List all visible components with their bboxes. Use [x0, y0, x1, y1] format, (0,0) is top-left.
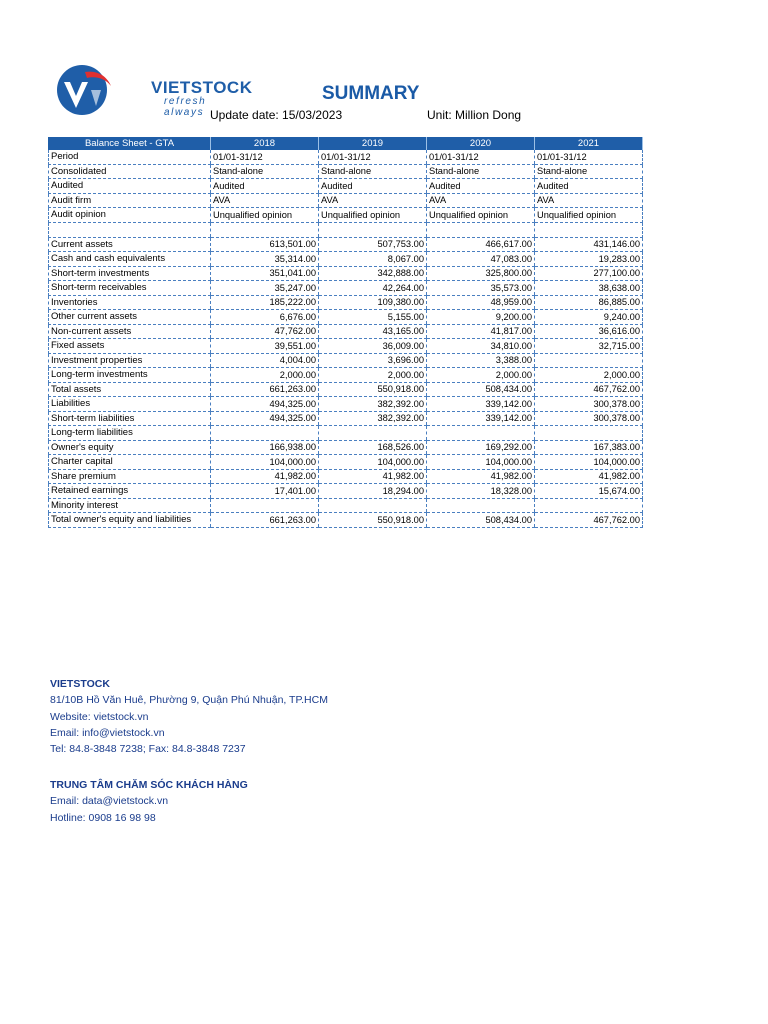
row-value-2019: Unqualified opinion — [319, 208, 427, 223]
table-row — [49, 498, 643, 513]
row-value-2020: 35,573.00 — [427, 281, 535, 296]
row-value-2018: 47,762.00 — [211, 324, 319, 339]
company-phone: Tel: 84.8-3848 7238; Fax: 84.8-3848 7237 — [50, 743, 246, 756]
company-name: VIETSTOCK — [50, 678, 110, 690]
year-header-2021: 2021 — [535, 137, 643, 150]
table-row — [49, 455, 643, 470]
logo-wordmark: VIETSTOCK — [151, 78, 253, 97]
row-value-2019: AVA — [319, 193, 427, 208]
row-value-2018: 17,401.00 — [211, 484, 319, 499]
customer-care — [50, 777, 248, 826]
row-value-2018: Audited — [211, 179, 319, 194]
logo-emblem-icon — [55, 60, 115, 120]
row-value-2019: 36,009.00 — [319, 339, 427, 354]
row-value-2021: 300,378.00 — [535, 411, 643, 426]
table-row — [49, 440, 643, 455]
row-value-2019: 382,392.00 — [319, 397, 427, 412]
row-value-2019: 104,000.00 — [319, 455, 427, 470]
row-label: Total owner's equity and liabilities — [49, 513, 211, 528]
row-value-2018: 351,041.00 — [211, 266, 319, 281]
table-row — [49, 252, 643, 267]
row-label: Fixed assets — [49, 339, 211, 354]
row-label: Short-term receivables — [49, 281, 211, 296]
row-value-2021: 467,762.00 — [535, 513, 643, 528]
spacer-cell — [211, 222, 319, 237]
row-value-2021: 19,283.00 — [535, 252, 643, 267]
balance-sheet-table — [48, 137, 643, 528]
row-label: Consolidated — [49, 164, 211, 179]
row-value-2018: 494,325.00 — [211, 411, 319, 426]
spacer-cell — [535, 222, 643, 237]
row-label: Investment properties — [49, 353, 211, 368]
row-value-2020: 9,200.00 — [427, 310, 535, 325]
row-value-2019: 18,294.00 — [319, 484, 427, 499]
table-row — [49, 237, 643, 252]
row-value-2018 — [211, 426, 319, 441]
row-value-2020: 2,000.00 — [427, 368, 535, 383]
row-value-2020: Stand-alone — [427, 164, 535, 179]
row-value-2020: 41,817.00 — [427, 324, 535, 339]
table-row — [49, 179, 643, 194]
company-contact — [50, 676, 328, 757]
row-value-2021: 277,100.00 — [535, 266, 643, 281]
row-value-2021: Audited — [535, 179, 643, 194]
row-value-2018: AVA — [211, 193, 319, 208]
row-value-2020 — [427, 426, 535, 441]
table-row — [49, 208, 643, 223]
vietstock-logo — [55, 60, 253, 120]
company-website: Website: vietstock.vn — [50, 710, 149, 723]
row-label: Audited — [49, 179, 211, 194]
row-value-2021: 104,000.00 — [535, 455, 643, 470]
row-value-2019: 3,696.00 — [319, 353, 427, 368]
table-row — [49, 281, 643, 296]
row-label: Minority interest — [49, 498, 211, 513]
row-value-2021: 41,982.00 — [535, 469, 643, 484]
update-date: Update date: 15/03/2023 — [210, 108, 343, 122]
row-value-2021 — [535, 498, 643, 513]
row-value-2018: 613,501.00 — [211, 237, 319, 252]
row-value-2019: Audited — [319, 179, 427, 194]
logo-tagline: refresh always — [164, 96, 207, 118]
row-value-2018: 2,000.00 — [211, 368, 319, 383]
row-value-2021: 86,885.00 — [535, 295, 643, 310]
row-label: Other current assets — [49, 310, 211, 325]
row-value-2018: 166,938.00 — [211, 440, 319, 455]
row-value-2019: 382,392.00 — [319, 411, 427, 426]
row-value-2020: 169,292.00 — [427, 440, 535, 455]
table-row — [49, 426, 643, 441]
row-value-2020: 41,982.00 — [427, 469, 535, 484]
row-value-2021 — [535, 353, 643, 368]
row-value-2018: Stand-alone — [211, 164, 319, 179]
row-value-2019: 8,067.00 — [319, 252, 427, 267]
page-title: SUMMARY — [322, 83, 420, 104]
table-row — [49, 324, 643, 339]
row-value-2018: 185,222.00 — [211, 295, 319, 310]
row-label: Inventories — [49, 295, 211, 310]
table-row — [49, 397, 643, 412]
row-value-2019: Stand-alone — [319, 164, 427, 179]
table-row — [49, 150, 643, 164]
year-header-2018: 2018 — [211, 137, 319, 150]
row-value-2020: 3,388.00 — [427, 353, 535, 368]
table-row — [49, 469, 643, 484]
customer-care-title: TRUNG TÂM CHĂM SÓC KHÁCH HÀNG — [50, 779, 248, 791]
row-value-2018: 4,004.00 — [211, 353, 319, 368]
row-value-2019: 168,526.00 — [319, 440, 427, 455]
company-email: Email: info@vietstock.vn — [50, 726, 165, 739]
table-body — [49, 150, 643, 527]
row-label: Cash and cash equivalents — [49, 252, 211, 267]
row-value-2019: 01/01-31/12 — [319, 150, 427, 164]
row-value-2021: 36,616.00 — [535, 324, 643, 339]
table-row — [49, 368, 643, 383]
row-value-2018: Unqualified opinion — [211, 208, 319, 223]
spacer-cell — [319, 222, 427, 237]
row-value-2021 — [535, 426, 643, 441]
table-row — [49, 382, 643, 397]
row-value-2020: 339,142.00 — [427, 411, 535, 426]
row-value-2019: 43,165.00 — [319, 324, 427, 339]
row-value-2020: 339,142.00 — [427, 397, 535, 412]
row-value-2020: 48,959.00 — [427, 295, 535, 310]
row-value-2020: 508,434.00 — [427, 513, 535, 528]
company-address: 81/10B Hồ Văn Huê, Phường 9, Quận Phú Nhuận, TP.HCM — [50, 694, 328, 707]
row-value-2018: 661,263.00 — [211, 513, 319, 528]
row-value-2019: 41,982.00 — [319, 469, 427, 484]
row-label: Liabilities — [49, 397, 211, 412]
row-value-2019 — [319, 426, 427, 441]
row-value-2020: 47,083.00 — [427, 252, 535, 267]
customer-care-email: Email: data@vietstock.vn — [50, 795, 169, 808]
row-value-2021: AVA — [535, 193, 643, 208]
table-row — [49, 513, 643, 528]
row-value-2021: 38,638.00 — [535, 281, 643, 296]
row-label: Long-term liabilities — [49, 426, 211, 441]
row-label: Long-term investments — [49, 368, 211, 383]
table-row — [49, 411, 643, 426]
row-label: Audit firm — [49, 193, 211, 208]
row-value-2019 — [319, 498, 427, 513]
row-label: Short-term investments — [49, 266, 211, 281]
row-label: Charter capital — [49, 455, 211, 470]
row-value-2021: 01/01-31/12 — [535, 150, 643, 164]
table-row — [49, 193, 643, 208]
row-value-2019: 2,000.00 — [319, 368, 427, 383]
row-value-2021: Stand-alone — [535, 164, 643, 179]
row-value-2020: 508,434.00 — [427, 382, 535, 397]
row-value-2019: 5,155.00 — [319, 310, 427, 325]
header-label-cell: Balance Sheet - GTA — [49, 137, 211, 150]
spacer-row — [49, 222, 643, 237]
row-value-2018: 661,263.00 — [211, 382, 319, 397]
row-label: Short-term liabilities — [49, 411, 211, 426]
row-value-2021: 32,715.00 — [535, 339, 643, 354]
row-value-2021: 467,762.00 — [535, 382, 643, 397]
table-header-row — [49, 137, 643, 150]
spacer-cell — [427, 222, 535, 237]
row-value-2021: Unqualified opinion — [535, 208, 643, 223]
row-value-2020: AVA — [427, 193, 535, 208]
row-value-2018 — [211, 498, 319, 513]
row-value-2019: 550,918.00 — [319, 513, 427, 528]
row-value-2018: 41,982.00 — [211, 469, 319, 484]
row-label: Audit opinion — [49, 208, 211, 223]
table-row — [49, 295, 643, 310]
row-value-2018: 494,325.00 — [211, 397, 319, 412]
spacer-cell — [49, 222, 211, 237]
row-value-2020: 325,800.00 — [427, 266, 535, 281]
row-value-2021: 15,674.00 — [535, 484, 643, 499]
year-header-2019: 2019 — [319, 137, 427, 150]
row-value-2020: 34,810.00 — [427, 339, 535, 354]
row-value-2020 — [427, 498, 535, 513]
row-label: Share premium — [49, 469, 211, 484]
row-value-2018: 39,551.00 — [211, 339, 319, 354]
table-row — [49, 310, 643, 325]
table-row — [49, 164, 643, 179]
row-value-2018: 104,000.00 — [211, 455, 319, 470]
row-value-2021: 2,000.00 — [535, 368, 643, 383]
row-value-2020: 466,617.00 — [427, 237, 535, 252]
row-label: Owner's equity — [49, 440, 211, 455]
row-value-2019: 550,918.00 — [319, 382, 427, 397]
row-value-2018: 01/01-31/12 — [211, 150, 319, 164]
row-label: Current assets — [49, 237, 211, 252]
row-value-2021: 300,378.00 — [535, 397, 643, 412]
row-value-2018: 6,676.00 — [211, 310, 319, 325]
row-value-2020: Audited — [427, 179, 535, 194]
row-value-2019: 507,753.00 — [319, 237, 427, 252]
row-value-2019: 42,264.00 — [319, 281, 427, 296]
row-label: Non-current assets — [49, 324, 211, 339]
year-header-2020: 2020 — [427, 137, 535, 150]
row-value-2020: 01/01-31/12 — [427, 150, 535, 164]
customer-care-hotline: Hotline: 0908 16 98 98 — [50, 811, 156, 824]
unit-label: Unit: Million Dong — [427, 108, 522, 122]
row-value-2020: Unqualified opinion — [427, 208, 535, 223]
row-value-2021: 9,240.00 — [535, 310, 643, 325]
table-row — [49, 266, 643, 281]
row-value-2020: 104,000.00 — [427, 455, 535, 470]
table-row — [49, 339, 643, 354]
table-row — [49, 484, 643, 499]
table-row — [49, 353, 643, 368]
row-label: Total assets — [49, 382, 211, 397]
row-value-2019: 109,380.00 — [319, 295, 427, 310]
row-value-2021: 431,146.00 — [535, 237, 643, 252]
row-value-2020: 18,328.00 — [427, 484, 535, 499]
row-value-2021: 167,383.00 — [535, 440, 643, 455]
row-value-2018: 35,247.00 — [211, 281, 319, 296]
row-label: Period — [49, 150, 211, 164]
row-label: Retained earnings — [49, 484, 211, 499]
row-value-2018: 35,314.00 — [211, 252, 319, 267]
row-value-2019: 342,888.00 — [319, 266, 427, 281]
